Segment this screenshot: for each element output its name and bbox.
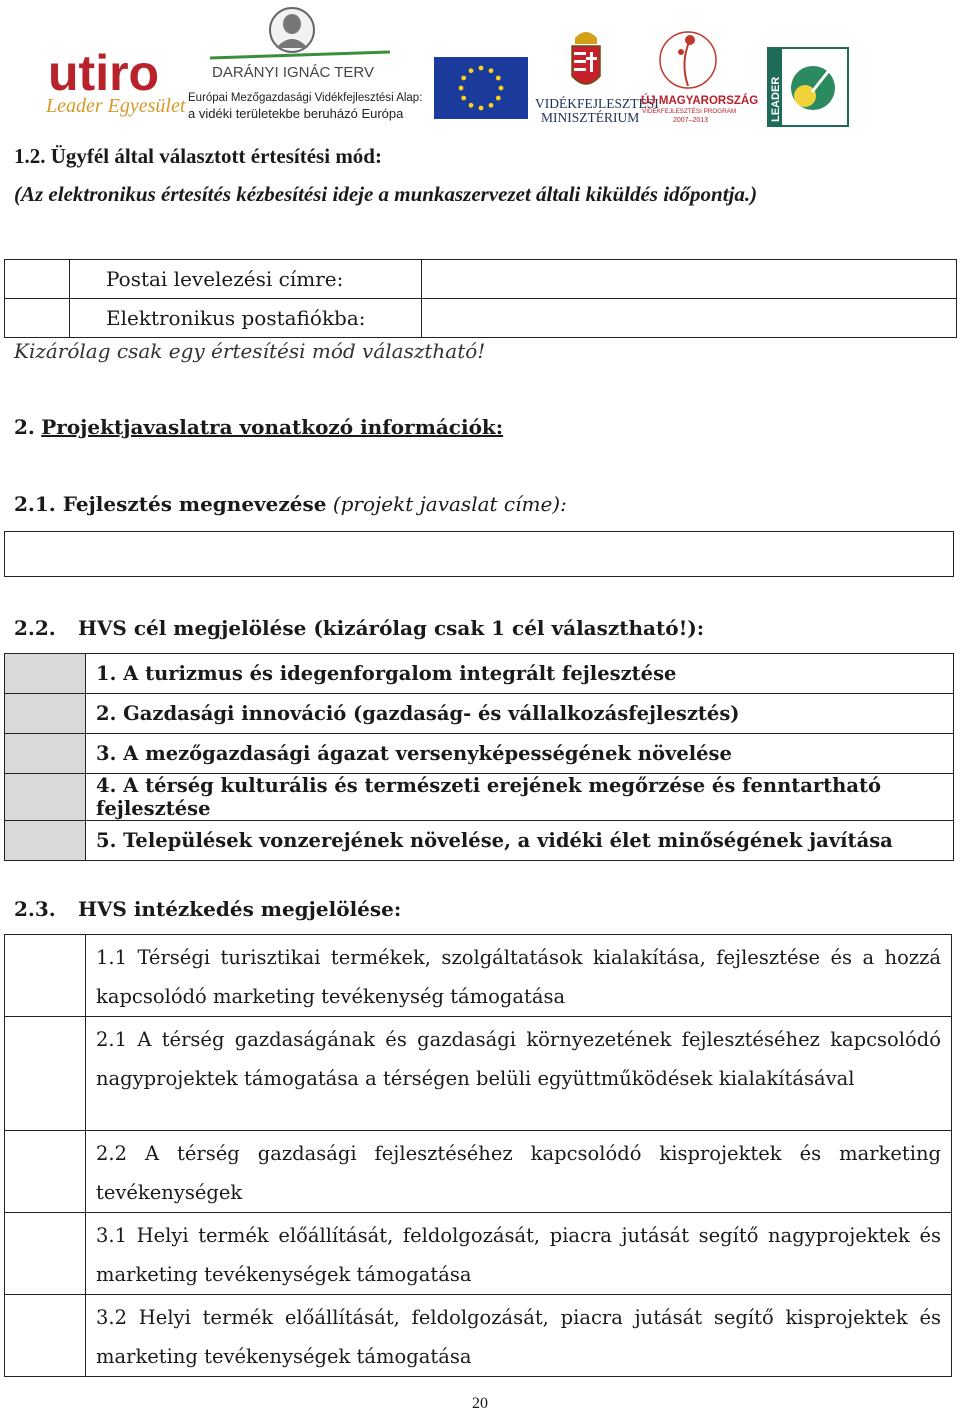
goal-row bbox=[5, 694, 954, 734]
section-2-2-heading: HVS cél megjelölése (kizárólag csak 1 cél választható!): bbox=[78, 616, 705, 640]
measure-row bbox=[5, 935, 952, 1017]
section-2-heading bbox=[14, 415, 503, 439]
goal-label-4: 4. A térség kulturális és természeti erejének megőrzése és fenntartható fejlesztése bbox=[86, 774, 954, 821]
goal-checkbox-1[interactable] bbox=[5, 654, 86, 694]
utiro-logo bbox=[45, 45, 186, 117]
eu-star-icon bbox=[459, 86, 464, 91]
measure-checkbox-2[interactable] bbox=[5, 1017, 86, 1131]
logo-header bbox=[0, 0, 960, 135]
measure-checkbox-3[interactable] bbox=[5, 1131, 86, 1213]
goal-row bbox=[5, 821, 954, 861]
section-2-title: Projektjavaslatra vonatkozó információk: bbox=[41, 415, 504, 439]
goal-row bbox=[5, 734, 954, 774]
section-2-number: 2. bbox=[14, 415, 35, 439]
goal-label-1: 1. A turizmus és idegenforgalom integrált fejlesztése bbox=[86, 654, 954, 694]
eu-star-icon bbox=[499, 86, 504, 91]
measure-row bbox=[5, 1295, 952, 1377]
section-2-3-heading: HVS intézkedés megjelölése: bbox=[78, 897, 402, 921]
eu-star-icon bbox=[461, 76, 466, 81]
goal-checkbox-4[interactable] bbox=[5, 774, 86, 821]
goal-checkbox-2[interactable] bbox=[5, 694, 86, 734]
leaf-icon bbox=[794, 85, 816, 107]
umvp-line2: VIDÉKFEJLESZTÉSI PROGRAM bbox=[642, 108, 737, 115]
ministry-line2: MINISZTÉRIUM bbox=[541, 110, 640, 125]
umvp-line1: ÚJ MAGYARORSZÁG bbox=[641, 95, 759, 107]
goal-label-2: 2. Gazdasági innováció (gazdaság- és vállalkozásfejlesztés) bbox=[86, 694, 954, 734]
postal-address-field[interactable] bbox=[422, 260, 957, 299]
page-number: 20 bbox=[472, 1395, 488, 1412]
goal-row bbox=[5, 654, 954, 694]
goal-label-5: 5. Települések vonzerejének növelése, a vidéki élet minőségének javítása bbox=[86, 821, 954, 861]
measure-label-5: 3.2 Helyi termék előállítását, feldolgozását, piacra jutását segítő kisprojektek és marketing tevékenységek támogatása bbox=[86, 1295, 952, 1377]
section-1-2-note: (Az elektronikus értesítés kézbesítési ideje a munkaszervezet általi kiküldés időpontja.) bbox=[14, 182, 758, 206]
electronic-address-field[interactable] bbox=[422, 299, 957, 338]
measure-label-4: 3.1 Helyi termék előállítását, feldolgozását, piacra jutását segítő nagyprojektek és marketing tevékenységek támogatása bbox=[86, 1213, 952, 1295]
measure-row bbox=[5, 1017, 952, 1131]
eu-fund-line2: a vidéki területekbe beruházó Európa bbox=[188, 106, 404, 121]
utiro-logo-text: utiro bbox=[48, 45, 160, 101]
eu-star-icon bbox=[479, 106, 484, 111]
eu-fund-line1: Európai Mezőgazdasági Vidékfejlesztési Alap: bbox=[188, 92, 423, 104]
electronic-checkbox-cell[interactable] bbox=[5, 299, 70, 338]
measure-row bbox=[5, 1213, 952, 1295]
measure-label-1: 1.1 Térségi turisztikai termékek, szolgáltatások kialakítása, fejlesztése és a hozzá kapcsolódó marketing tevékenység támogatása bbox=[86, 935, 952, 1017]
eu-star-icon bbox=[489, 68, 494, 73]
measure-label-3: 2.2 A térség gazdasági fejlesztéséhez kapcsolódó kisprojektek és marketing tevékenységek bbox=[86, 1131, 952, 1213]
coat-of-arms-icon bbox=[572, 46, 600, 84]
eu-star-icon bbox=[489, 103, 494, 108]
utiro-logo-subtitle: Leader Egyesület bbox=[46, 95, 186, 117]
goal-checkbox-5[interactable] bbox=[5, 821, 86, 861]
notification-row-electronic bbox=[5, 299, 957, 338]
eu-star-icon bbox=[479, 66, 484, 71]
umvp-line3: 2007–2013 bbox=[673, 117, 709, 124]
section-2-2-number: 2.2. bbox=[14, 616, 56, 640]
goal-row bbox=[5, 774, 954, 821]
umvp-logo bbox=[641, 32, 758, 124]
goal-label-3: 3. A mezőgazdasági ágazat versenyképességének növelése bbox=[86, 734, 954, 774]
eu-star-icon bbox=[469, 103, 474, 108]
measure-label-2: 2.1 A térség gazdaságának és gazdasági környezetének fejlesztéséhez kapcsolódó nagyprojektek támogatása a térségen belüli együttműködések kialakításával bbox=[86, 1017, 952, 1131]
project-title-field[interactable] bbox=[4, 531, 954, 577]
measure-checkbox-4[interactable] bbox=[5, 1213, 86, 1295]
hvs-goal-table bbox=[4, 653, 954, 861]
section-2-3-number: 2.3. bbox=[14, 897, 56, 921]
daranyi-logo bbox=[188, 8, 422, 121]
measure-row bbox=[5, 1131, 952, 1213]
measure-checkbox-5[interactable] bbox=[5, 1295, 86, 1377]
flower-icon bbox=[685, 35, 695, 45]
section-2-1-title: 2.1. Fejlesztés megnevezése bbox=[14, 492, 327, 516]
crown-icon bbox=[575, 32, 597, 44]
ministry-line1: VIDÉKFEJLESZTÉSI bbox=[535, 96, 659, 111]
notification-row-postal bbox=[5, 260, 957, 299]
measure-checkbox-1[interactable] bbox=[5, 935, 86, 1017]
eu-flag-icon bbox=[434, 57, 528, 119]
daranyi-title: DARÁNYI IGNÁC TERV bbox=[212, 64, 374, 81]
postal-label: Postai levelezési címre: bbox=[70, 260, 422, 299]
eu-star-icon bbox=[496, 76, 501, 81]
notification-footnote: Kizárólag csak egy értesítési mód választható! bbox=[14, 339, 486, 363]
eu-star-icon bbox=[461, 96, 466, 101]
ministry-logo bbox=[535, 32, 659, 125]
postal-checkbox-cell[interactable] bbox=[5, 260, 70, 299]
leader-label: LEADER bbox=[770, 76, 782, 122]
goal-checkbox-3[interactable] bbox=[5, 734, 86, 774]
leader-logo bbox=[768, 48, 848, 126]
section-1-2-heading: 1.2. Ügyfél által választott értesítési mód: bbox=[14, 144, 382, 168]
hvs-measure-table bbox=[4, 934, 952, 1377]
electronic-label: Elektronikus postafiókba: bbox=[70, 299, 422, 338]
notification-table bbox=[4, 259, 957, 338]
eu-star-icon bbox=[496, 96, 501, 101]
section-2-1-hint: (projekt javaslat címe): bbox=[332, 492, 567, 516]
eu-star-icon bbox=[469, 68, 474, 73]
section-2-1-heading bbox=[14, 492, 567, 516]
